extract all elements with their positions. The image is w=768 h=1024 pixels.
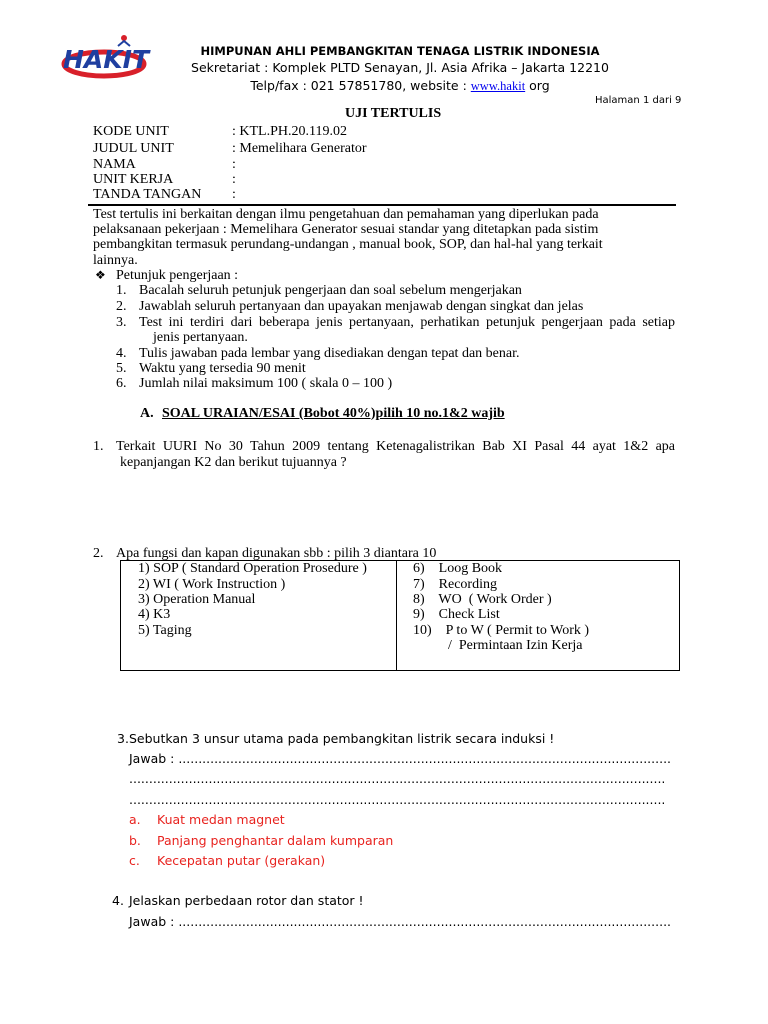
instruction-text-1: Bacalah seluruh petunjuk pengerjaan dan soal sebelum mengerjakan — [139, 283, 522, 298]
q4-text: Jelaskan perbedaan rotor dan stator ! — [129, 893, 364, 908]
org-address: Sekretariat : Komplek PLTD Senayan, Jl. Asia Afrika – Jakarta 12210 — [191, 60, 609, 75]
bullet-icon: ❖ — [95, 268, 106, 282]
q4-answer-label: Jawab : ............................................................................................................................ — [129, 914, 672, 929]
q2-right-item-6: 6) Loog Book — [413, 561, 503, 576]
instruction-num-6: 6. — [116, 376, 127, 391]
org-contact — [190, 78, 610, 94]
instruction-text-2: Jawablah seluruh pertanyaan dan upayakan menjawab dengan singkat dan jelas — [139, 299, 584, 314]
website-link[interactable]: www.hakit — [470, 79, 526, 93]
q3-answer-a: Kuat medan magnet — [157, 812, 285, 827]
intro-line-1: Test tertulis ini berkaitan dengan ilmu pengetahuan dan pemahaman yang diperlukan pada — [93, 207, 599, 222]
q2-left-item-3: 3) Operation Manual — [138, 592, 256, 607]
q1-number: 1. — [93, 439, 104, 454]
field-value-unit-kerja: : — [232, 172, 236, 187]
q2-right-item-7: 7) Recording — [413, 577, 497, 592]
q3-answer-b-letter: b. — [129, 833, 141, 848]
header-divider — [88, 204, 676, 206]
q2-right-item-9: 9) Check List — [413, 607, 500, 622]
q3-answer-a-letter: a. — [129, 812, 141, 827]
q3-number: 3. — [117, 731, 129, 746]
section-a-title: SOAL URAIAN/ESAI (Bobot 40%)pilih 10 no.1&2 wajib — [162, 406, 505, 421]
intro-line-2: pelaksanaan pekerjaan : Memelihara Generator sesuai standar yang ditetapkan pada sistim — [93, 222, 599, 237]
q2-right-item-8: 8) WO ( Work Order ) — [413, 592, 552, 607]
q2-text: Apa fungsi dan kapan digunakan sbb : pilih 3 diantara 10 — [116, 546, 437, 561]
q2-right-item-10-cont: / Permintaan Izin Kerja — [413, 638, 583, 653]
instruction-text-6: Jumlah nilai maksimum 100 ( skala 0 – 100 ) — [139, 376, 393, 391]
org-name: HIMPUNAN AHLI PEMBANGKITAN TENAGA LISTRIK INDONESIA — [200, 44, 600, 58]
instruction-text-5: Waktu yang tersedia 90 menit — [139, 361, 306, 376]
field-value-judul-unit: : Memelihara Generator — [232, 141, 367, 156]
q1-line1: Terkait UURI No 30 Tahun 2009 tentang Ketenagalistrikan Bab XI Pasal 44 ayat 1&2 apa — [116, 439, 675, 454]
q1-line1-wrap — [116, 439, 675, 455]
q2-right-item-10: 10) P to W ( Permit to Work ) — [413, 623, 590, 638]
q3-answer-label: Jawab : ............................................................................................................................ — [129, 751, 672, 766]
q2-number: 2. — [93, 546, 104, 561]
field-label-unit-kerja: UNIT KERJA — [93, 172, 174, 187]
instruction-num-5: 5. — [116, 361, 127, 376]
q3-text: Sebutkan 3 unsur utama pada pembangkitan listrik secara induksi ! — [129, 731, 555, 746]
q2-left-item-2: 2) WI ( Work Instruction ) — [138, 577, 286, 592]
instruction-num-4: 4. — [116, 346, 127, 361]
q2-left-item-1: 1) SOP ( Standard Operation Prosedure ) — [138, 561, 367, 576]
table-divider — [396, 561, 397, 670]
field-value-kode-unit: : KTL.PH.20.119.02 — [232, 124, 347, 139]
q3-answer-c: Kecepatan putar (gerakan) — [157, 853, 326, 868]
q3-answer-b: Panjang penghantar dalam kumparan — [157, 833, 394, 848]
q3-answer-dots-2: ....................................................................................................................................... — [129, 792, 666, 807]
q4-number: 4. — [112, 893, 124, 908]
q3-answer-c-letter: c. — [129, 853, 140, 868]
field-label-tanda-tangan: TANDA TANGAN — [93, 187, 202, 202]
field-value-nama: : — [232, 157, 236, 172]
hakit-logo — [60, 24, 152, 92]
instruction-text-3-line2: jenis pertanyaan. — [153, 330, 248, 345]
field-value-tanda-tangan: : — [232, 187, 236, 202]
q3-answer-dots-1: ....................................................................................................................................... — [129, 771, 666, 786]
section-a-letter: A. — [140, 406, 154, 421]
instruction-num-1: 1. — [116, 283, 127, 298]
svg-text:HAKIT: HAKIT — [63, 45, 149, 74]
q2-left-item-5: 5) Taging — [138, 623, 192, 638]
page-title: UJI TERTULIS — [345, 106, 442, 121]
q1-line2: kepanjangan K2 dan berikut tujuannya ? — [120, 455, 347, 470]
instruction-num-2: 2. — [116, 299, 127, 314]
field-label-judul-unit: JUDUL UNIT — [93, 141, 174, 156]
instruction-text-3-line1: Test ini terdiri dari beberapa jenis pertanyaan, perhatikan petunjuk pengerjaan pada setiap — [139, 315, 675, 330]
instruction-num-3: 3. — [116, 315, 127, 330]
q2-left-item-4: 4) K3 — [138, 607, 171, 622]
intro-line-4: lainnya. — [93, 253, 138, 268]
intro-line-3: pembangkitan termasuk perundang-undangan , manual book, SOP, dan hal-hal yang terkait — [93, 237, 603, 252]
instruction-text-3 — [139, 315, 675, 331]
page-indicator: Halaman 1 dari 9 — [595, 95, 682, 106]
website-suffix: org — [525, 78, 550, 93]
field-label-kode-unit: KODE UNIT — [93, 124, 169, 139]
instructions-heading: Petunjuk pengerjaan : — [116, 268, 239, 283]
contact-prefix: Telp/fax : 021 57851780, website : — [250, 78, 471, 93]
field-label-nama: NAMA — [93, 157, 136, 172]
instruction-text-4: Tulis jawaban pada lembar yang disediakan dengan tepat dan benar. — [139, 346, 520, 361]
